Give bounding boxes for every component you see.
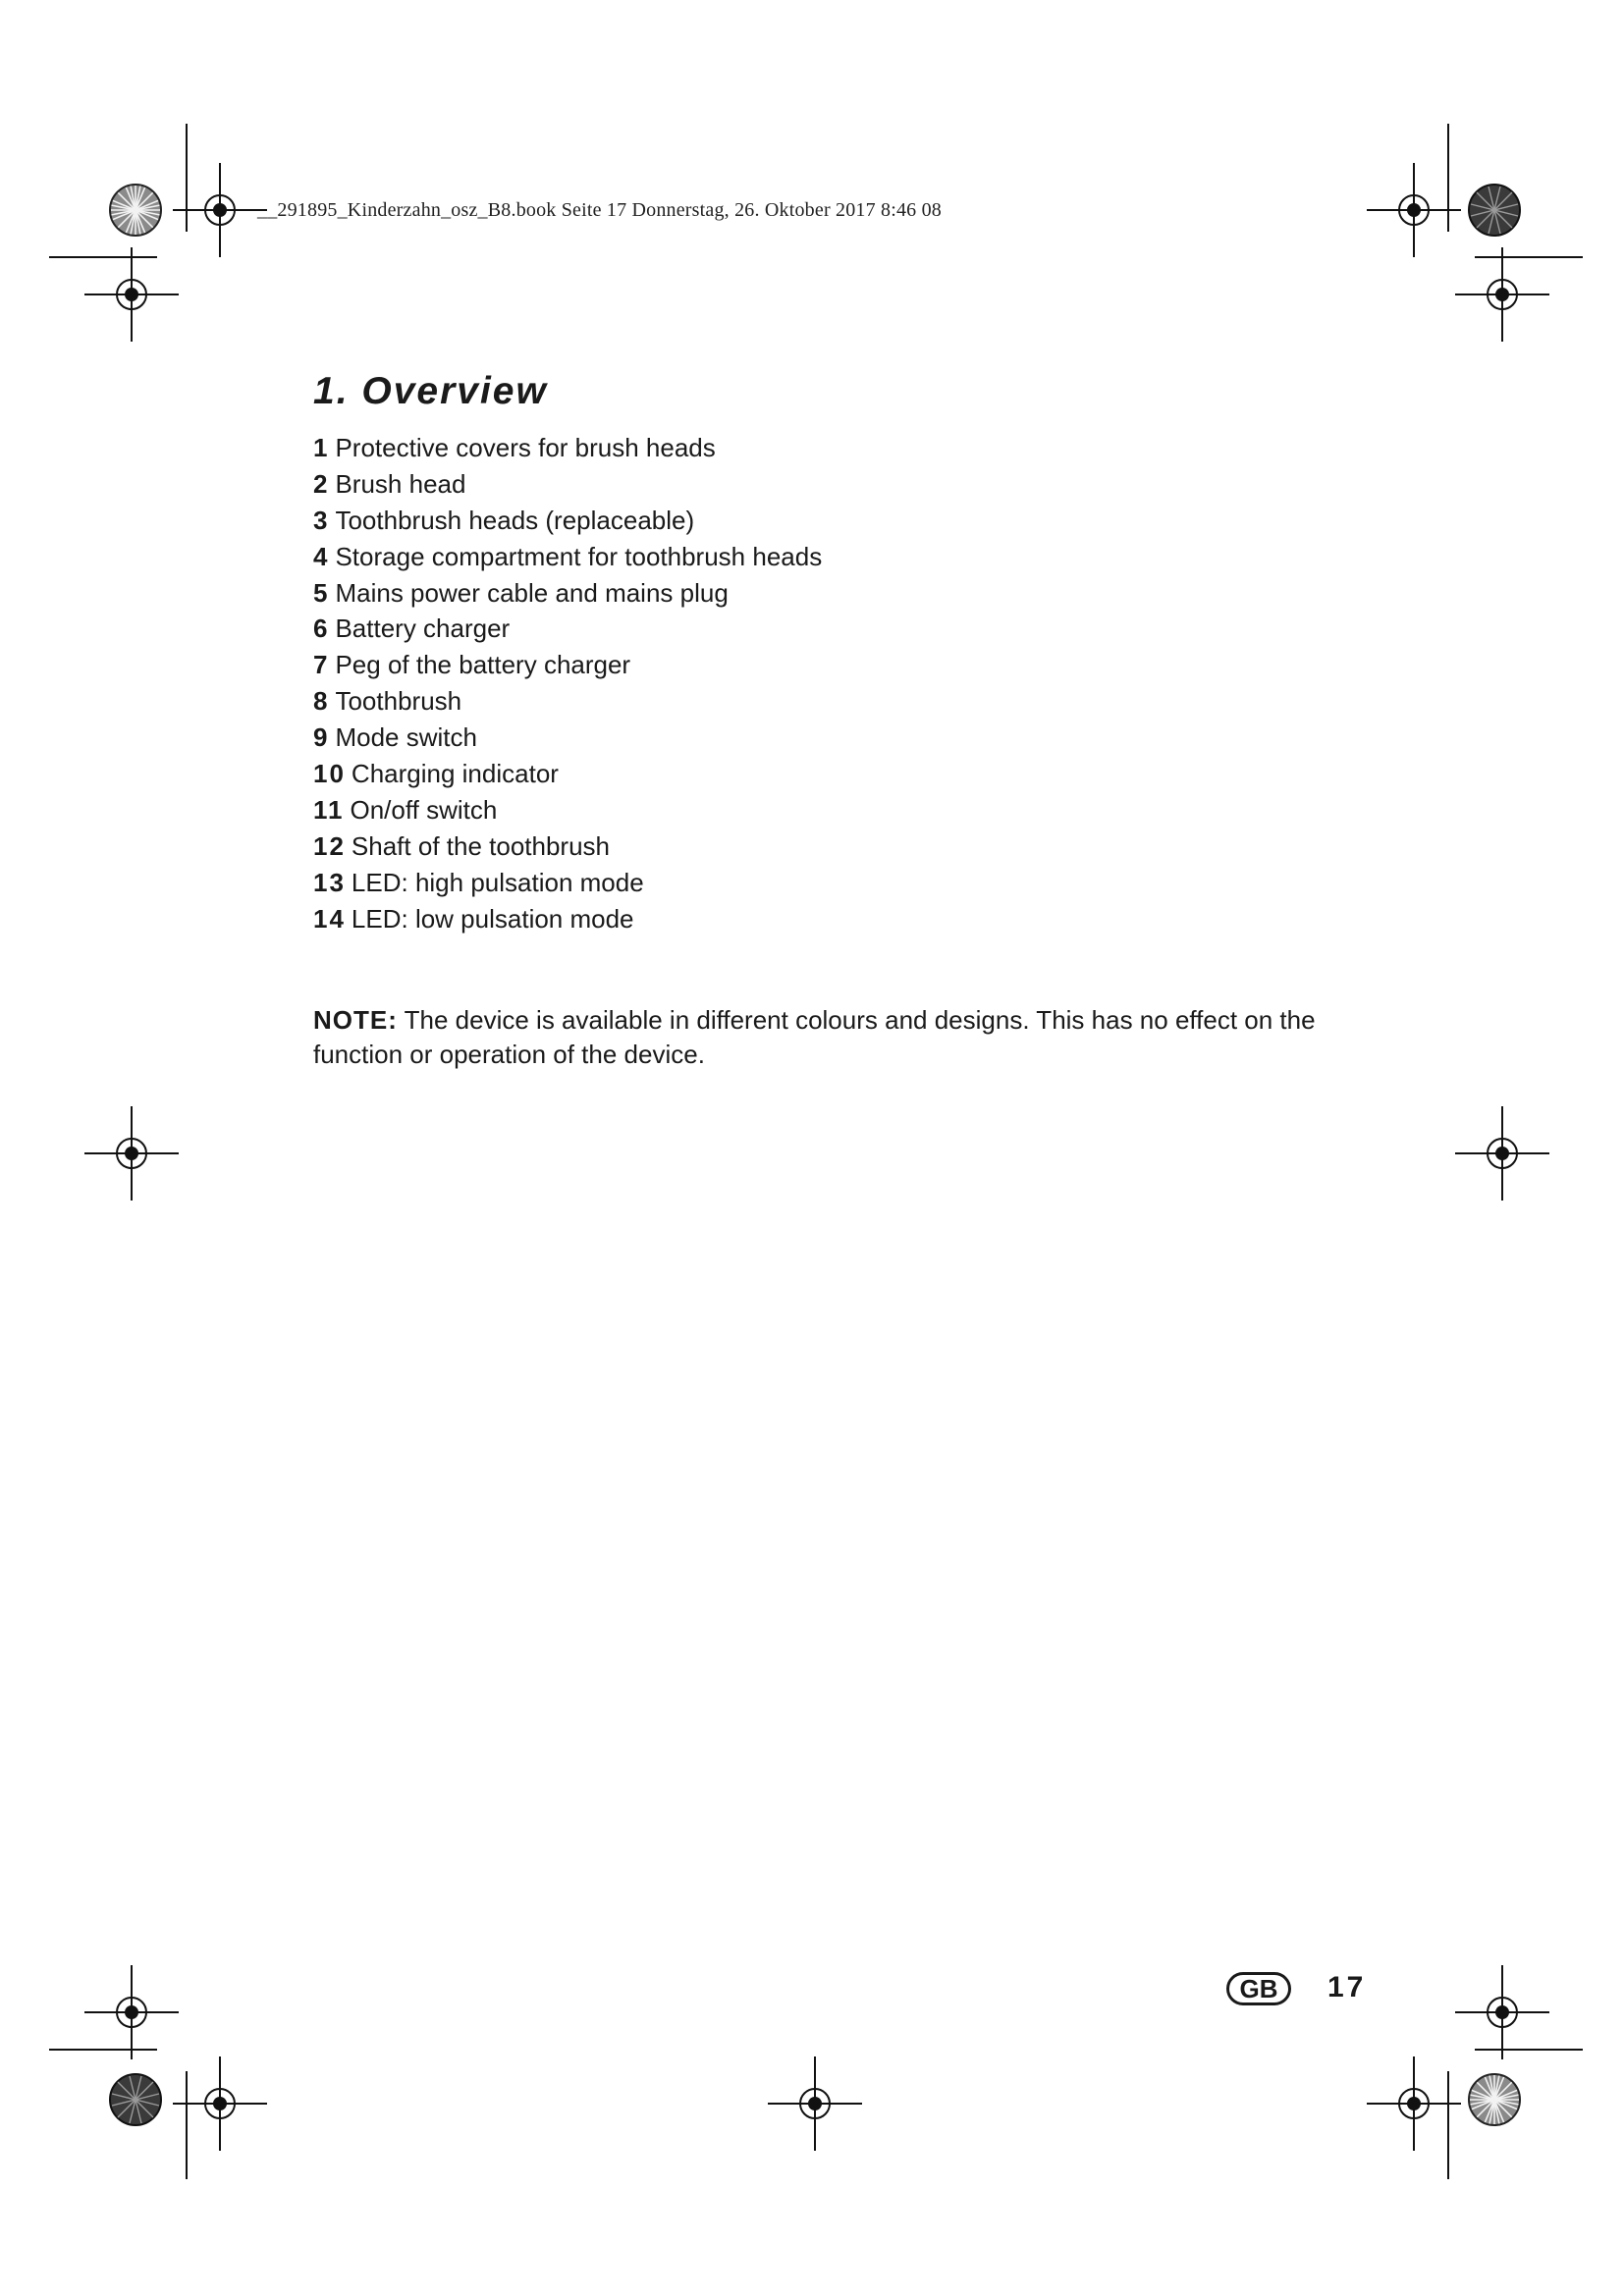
- parts-list: [313, 430, 822, 936]
- part-label: Protective covers for brush heads: [335, 433, 716, 462]
- list-item: [313, 720, 822, 756]
- list-item: [313, 503, 822, 539]
- list-item: [313, 611, 822, 647]
- list-item: [313, 792, 822, 828]
- part-label: Toothbrush: [335, 686, 462, 717]
- part-label: Storage compartment for toothbrush heads: [335, 541, 823, 571]
- part-number: 11: [313, 794, 345, 825]
- part-number: 13: [313, 867, 346, 897]
- note-paragraph: [313, 1003, 1364, 1072]
- part-label: Mains power cable and mains plug: [335, 577, 729, 608]
- country-badge: GB: [1226, 1972, 1291, 2005]
- page-number: 17: [1327, 1971, 1367, 2003]
- part-label: Brush head: [335, 468, 466, 499]
- part-number: 8: [313, 686, 330, 717]
- part-label: LED: high pulsation mode: [351, 867, 644, 897]
- part-number: 10: [313, 759, 346, 789]
- part-number: 3: [313, 505, 330, 535]
- note-text: The device is available in different colours and designs. This has no effect on the function or operation of the device.: [313, 1005, 1316, 1069]
- list-item: [313, 647, 822, 683]
- part-label: Mode switch: [335, 722, 477, 753]
- list-item: [313, 756, 822, 792]
- part-label: Shaft of the toothbrush: [351, 830, 610, 861]
- part-label: LED: low pulsation mode: [351, 903, 634, 934]
- part-number: 4: [313, 541, 330, 571]
- part-label: Charging indicator: [351, 759, 559, 789]
- list-item: [313, 683, 822, 720]
- part-number: 1: [313, 433, 330, 462]
- part-number: 7: [313, 650, 330, 680]
- part-label: Toothbrush heads (replaceable): [335, 505, 695, 535]
- list-item: [313, 466, 822, 503]
- file-header: __291895_Kinderzahn_osz_B8.book Seite 17 Donnerstag, 26. Oktober 2017 8:46 08: [257, 199, 942, 221]
- list-item: [313, 539, 822, 575]
- part-number: 12: [313, 830, 346, 861]
- part-number: 14: [313, 903, 346, 934]
- list-item: [313, 430, 822, 466]
- part-number: 9: [313, 722, 330, 753]
- part-number: 5: [313, 577, 330, 608]
- section-title: 1. Overview: [313, 370, 548, 412]
- part-label: Battery charger: [335, 614, 511, 644]
- part-number: 2: [313, 468, 330, 499]
- part-label: On/off switch: [350, 794, 498, 825]
- part-label: Peg of the battery charger: [335, 650, 631, 680]
- part-number: 6: [313, 614, 330, 644]
- list-item: [313, 865, 822, 901]
- list-item: [313, 575, 822, 612]
- list-item: [313, 828, 822, 865]
- note-label: NOTE:: [313, 1005, 398, 1035]
- list-item: [313, 901, 822, 937]
